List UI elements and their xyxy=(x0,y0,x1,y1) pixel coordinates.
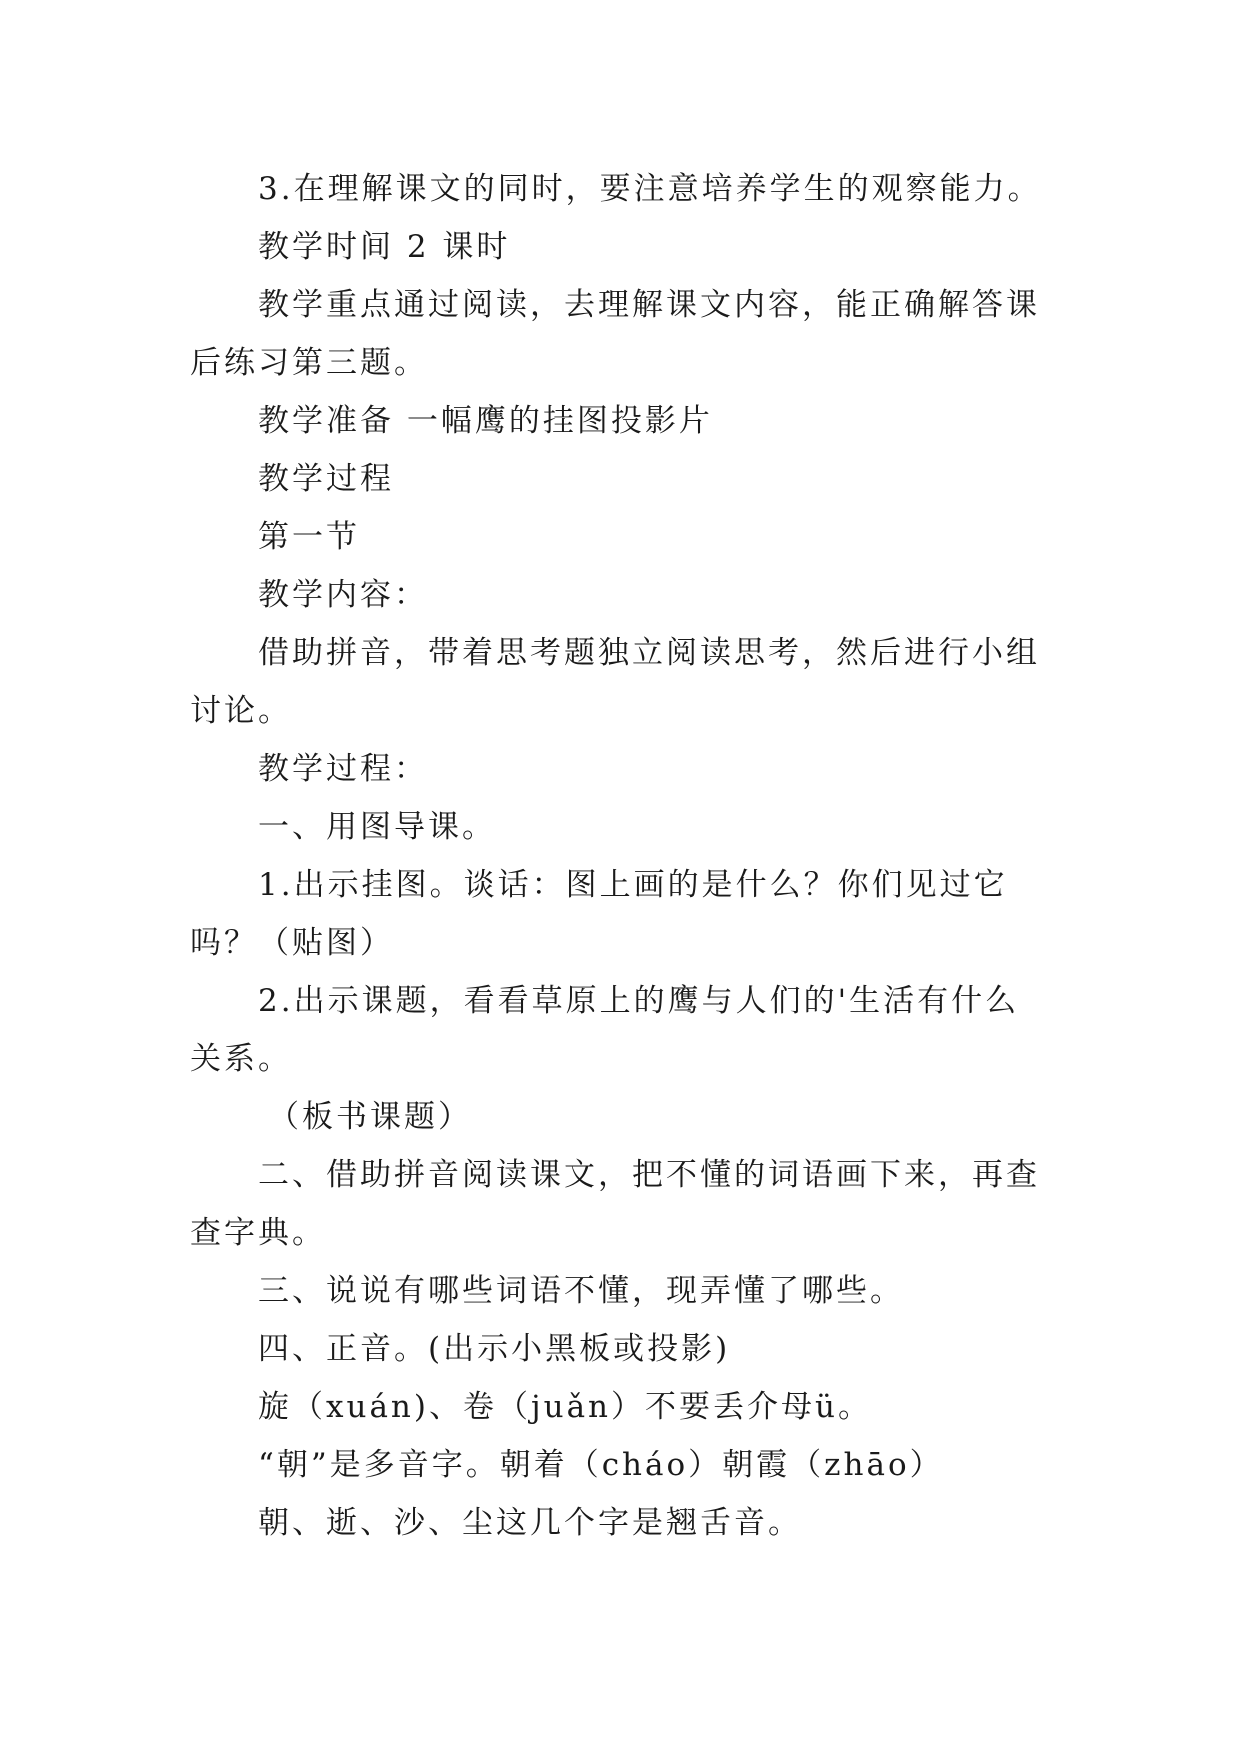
paragraph-process-label: 教学过程： xyxy=(258,751,428,787)
paragraph-teaching-focus: 教学重点通过阅读，去理解课文内容，能正确解答课后练习第三题。 xyxy=(190,287,1040,381)
paragraph-board-title: （板书课题） xyxy=(268,1099,472,1135)
paragraph-step-three: 三、说说有哪些词语不懂，现弄懂了哪些。 xyxy=(258,1273,904,1309)
paragraph-retroflex-sounds: 朝、逝、沙、尘这几个字是翘舌音。 xyxy=(258,1505,802,1541)
paragraph-step-four: 四、正音。(出示小黑板或投影) xyxy=(258,1331,731,1367)
paragraph-teaching-content: 借助拼音，带着思考题独立阅读思考，然后进行小组讨论。 xyxy=(190,635,1040,729)
paragraph-teaching-time: 教学时间 2 课时 xyxy=(258,229,511,265)
document-body xyxy=(190,160,1050,1552)
paragraph-polyphone-chao: “朝”是多音字。朝着（cháo）朝霞（zhāo） xyxy=(258,1447,944,1483)
paragraph-step-one-1: 1.出示挂图。谈话：图上画的是什么？你们见过它吗？（贴图） xyxy=(190,867,1008,961)
paragraph-pinyin-xuan-juan: 旋（xuán)、卷（juǎn）不要丢介母ü。 xyxy=(258,1389,872,1425)
paragraph-step-one-2: 2.出示课题，看看草原上的鹰与人们的'生活有什么关系。 xyxy=(190,983,1020,1077)
paragraph-objective-3: 3.在理解课文的同时，要注意培养学生的观察能力。 xyxy=(258,171,1042,207)
paragraph-teaching-process-heading: 教学过程 xyxy=(258,461,394,497)
paragraph-teaching-content-label: 教学内容： xyxy=(258,577,428,613)
paragraph-section-one: 第一节 xyxy=(258,519,360,555)
paragraph-step-one: 一、用图导课。 xyxy=(258,809,496,845)
paragraph-teaching-prep: 教学准备 一幅鹰的挂图投影片 xyxy=(258,403,713,439)
paragraph-step-two: 二、借助拼音阅读课文，把不懂的词语画下来，再查查字典。 xyxy=(190,1157,1040,1251)
